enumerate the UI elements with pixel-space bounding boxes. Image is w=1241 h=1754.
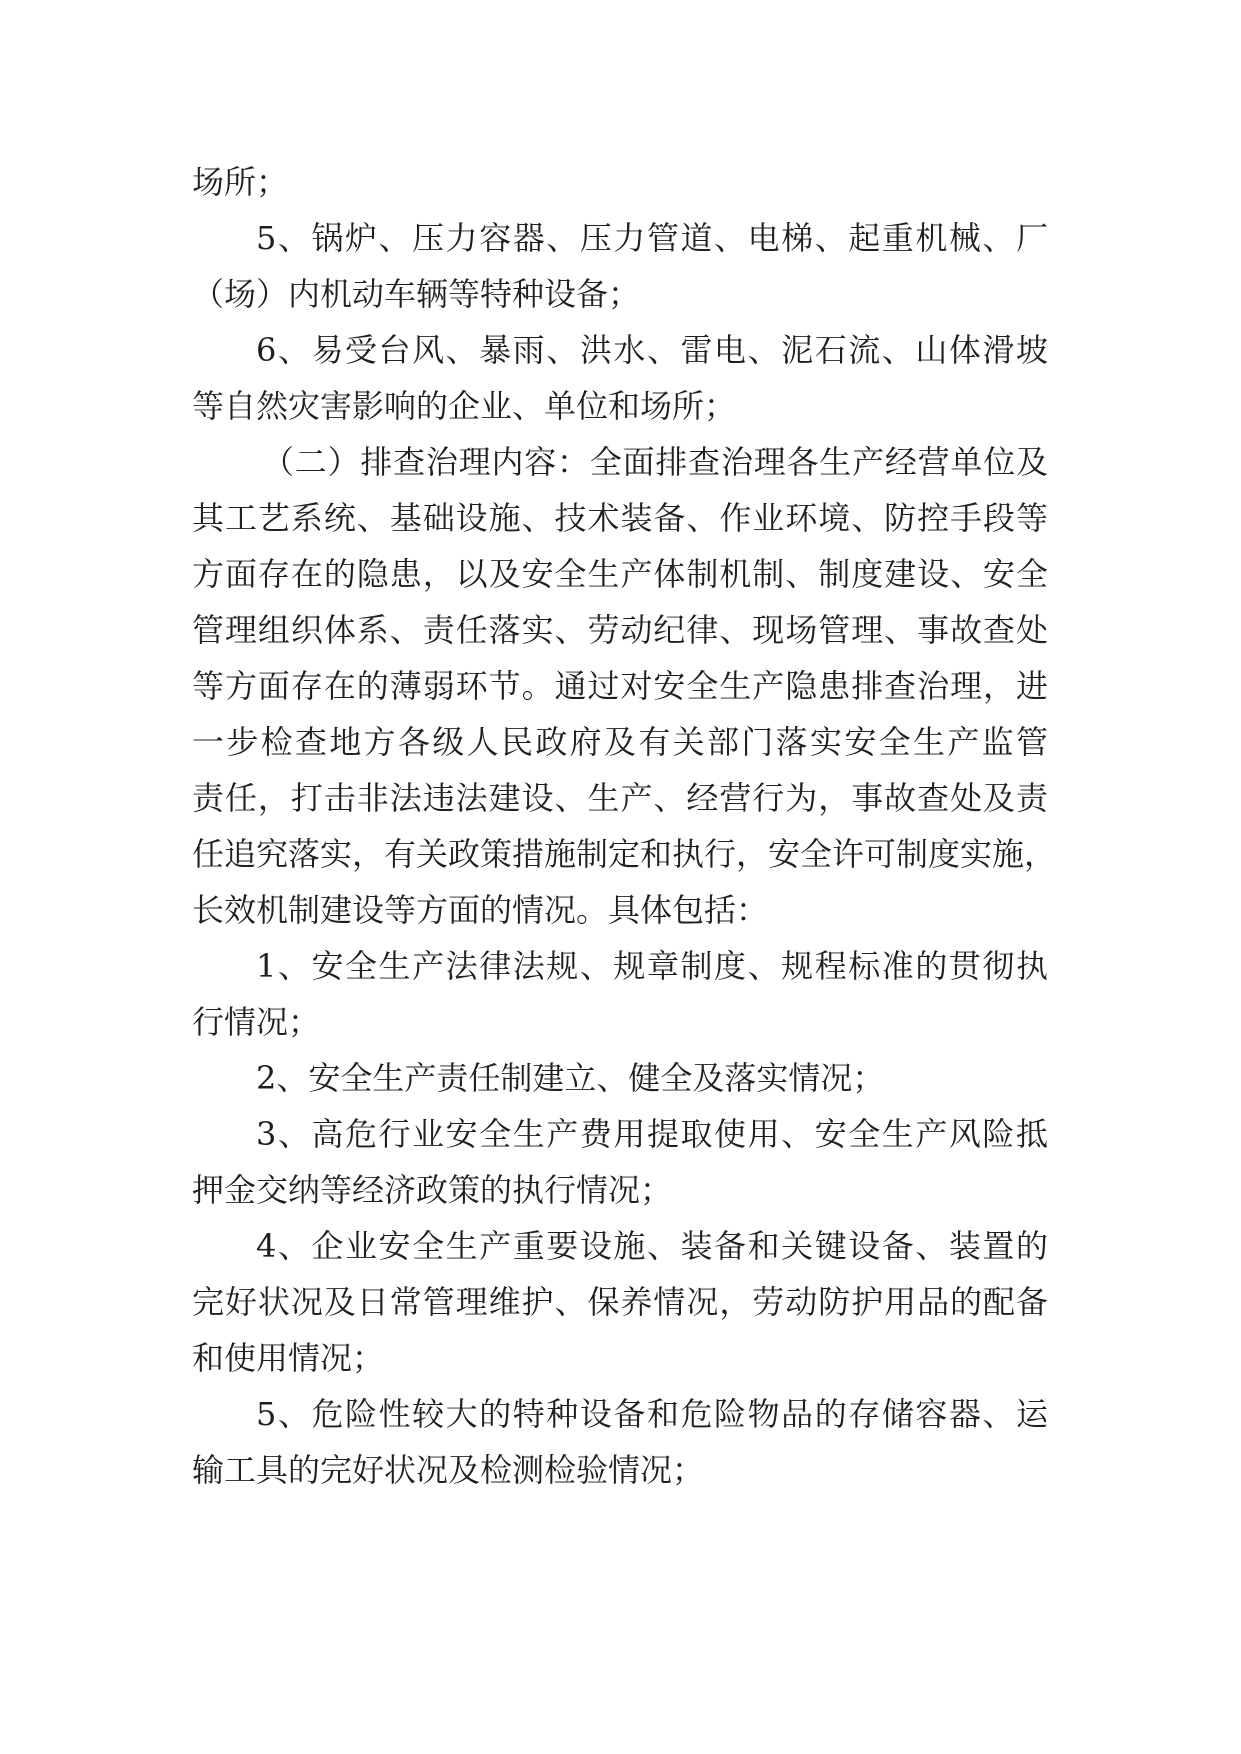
text-line: 长效机制建设等方面的情况。具体包括： bbox=[192, 891, 769, 929]
text-line: 管理组织体系、责任落实、劳动纪律、现场管理、事故查处 bbox=[192, 611, 1048, 649]
paragraph-item-5-hazardous-containers bbox=[192, 1386, 1048, 1498]
text-line: 任追究落实，有关政策措施制定和执行，安全许可制度实施， bbox=[192, 835, 1057, 873]
text-line: 5、危险性较大的特种设备和危险物品的存储容器、运 bbox=[256, 1395, 1048, 1433]
text-line: 责任，打击非法违法建设、生产、经营行为，事故查处及责 bbox=[192, 779, 1048, 817]
text-line: 一步检查地方各级人民政府及有关部门落实安全生产监管 bbox=[192, 723, 1048, 761]
text-line: 行情况； bbox=[192, 1003, 321, 1041]
text-line: 1、安全生产法律法规、规章制度、规程标准的贯彻执 bbox=[256, 947, 1048, 985]
text-line: 3、高危行业安全生产费用提取使用、安全生产风险抵 bbox=[256, 1115, 1048, 1153]
paragraph-item-1-laws bbox=[192, 938, 1048, 1050]
text-line: 5、锅炉、压力容器、压力管道、电梯、起重机械、厂 bbox=[256, 219, 1048, 257]
paragraph-item-5-special-equipment bbox=[192, 210, 1048, 322]
text-line: （场）内机动车辆等特种设备； bbox=[192, 275, 641, 313]
text-line: 场所； bbox=[192, 163, 289, 201]
paragraph-item-2-responsibility bbox=[192, 1050, 1048, 1106]
text-line: 2、安全生产责任制建立、健全及落实情况； bbox=[256, 1059, 885, 1097]
text-line: 其工艺系统、基础设施、技术装备、作业环境、防控手段等 bbox=[192, 499, 1048, 537]
text-line: 6、易受台风、暴雨、洪水、雷电、泥石流、山体滑坡 bbox=[256, 331, 1048, 369]
paragraph-item-3-fees bbox=[192, 1106, 1048, 1218]
text-line: 等自然灾害影响的企业、单位和场所； bbox=[192, 387, 737, 425]
paragraph-venues-continued bbox=[192, 154, 1048, 210]
paragraph-item-6-natural-disasters bbox=[192, 322, 1048, 434]
text-line: 完好状况及日常管理维护、保养情况，劳动防护用品的配备 bbox=[192, 1283, 1048, 1321]
paragraph-item-4-facilities bbox=[192, 1218, 1048, 1386]
text-line: 等方面存在的薄弱环节。通过对安全生产隐患排查治理，进 bbox=[192, 667, 1048, 705]
text-line: 押金交纳等经济政策的执行情况； bbox=[192, 1171, 673, 1209]
text-line: （二）排查治理内容：全面排查治理各生产经营单位及 bbox=[262, 443, 1048, 481]
text-line: 输工具的完好状况及检测检验情况； bbox=[192, 1451, 705, 1489]
text-line: 4、企业安全生产重要设施、装备和关键设备、装置的 bbox=[256, 1227, 1048, 1265]
document-body bbox=[192, 154, 1057, 1498]
text-line: 和使用情况； bbox=[192, 1339, 385, 1377]
text-line: 方面存在的隐患，以及安全生产体制机制、制度建设、安全 bbox=[192, 555, 1048, 593]
paragraph-section-2-inspection-content bbox=[192, 434, 1057, 938]
